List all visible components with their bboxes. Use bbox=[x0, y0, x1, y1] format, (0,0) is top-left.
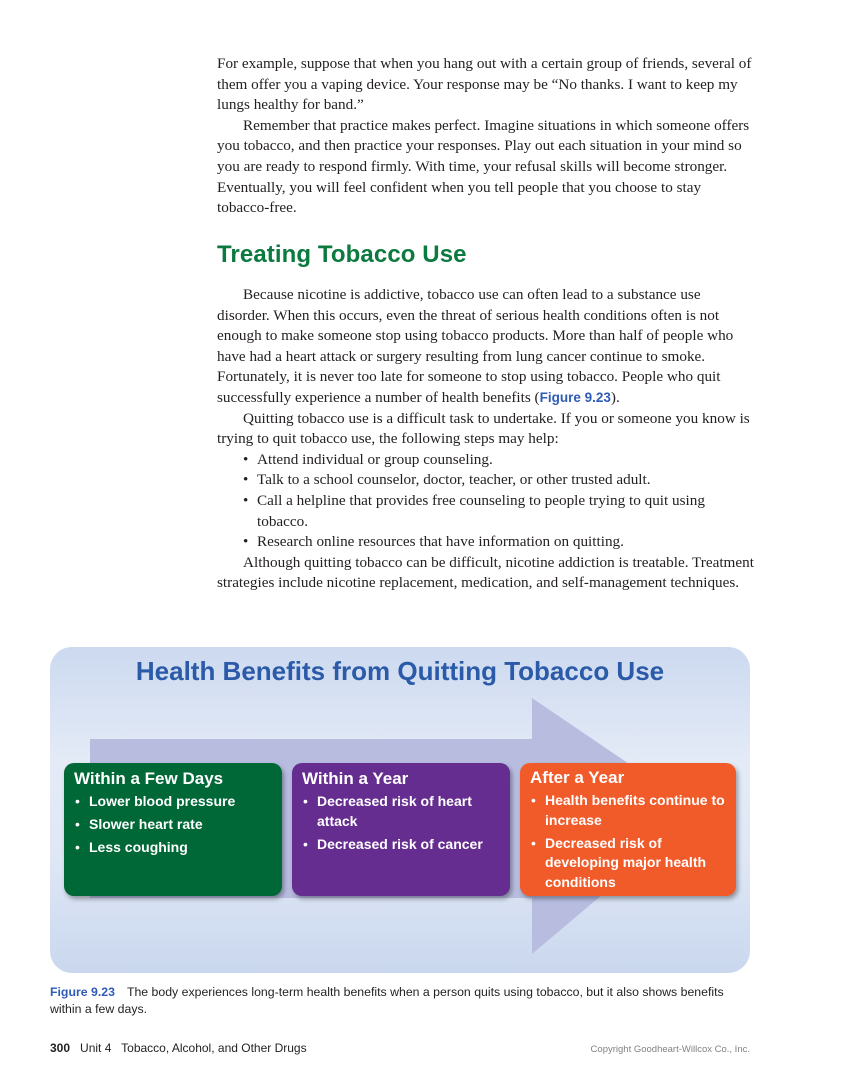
section-paragraph-2: Quitting tobacco use is a difficult task to undertake. If you or someone you know is trying to quit tobacco use, the following steps may help: bbox=[217, 409, 750, 448]
benefit-box-within-year bbox=[292, 763, 510, 896]
section-paragraph-3: Although quitting tobacco can be difficult, nicotine addiction is treatable. Treatment strategies include nicotine replacement, medication, and self-management techniques. bbox=[217, 553, 754, 592]
section-heading: Treating Tobacco Use bbox=[217, 241, 467, 268]
benefit-item: • Decreased risk of heart attack bbox=[302, 792, 502, 831]
intro-paragraph-1: For example, suppose that when you hang out with a certain group of friends, several of them offer you a vaping device. Your response may be “No thanks. I want to keep my lungs healthy for band.” bbox=[217, 55, 752, 114]
section-paragraph-1-text: Because nicotine is addictive, tobacco use can often lead to a substance use disorder. When this occurs, even the threat of serious health conditions often is not enough to make someone stop using tobacco products. More than half of people who have had a heart attack or surgery resulting from lung cancer continue to smoke. Fortunately, it is never too late for someone to stop using tobacco. People who quit successfully experience a number of health benefits ( bbox=[217, 286, 734, 406]
intro-text bbox=[217, 54, 757, 219]
figure-label: Figure 9.23 bbox=[50, 985, 115, 999]
list-item: • Research online resources that have information on quitting. bbox=[243, 532, 757, 553]
benefit-box-heading: Within a Year bbox=[302, 769, 409, 788]
benefit-list bbox=[520, 791, 736, 892]
benefit-item: • Slower heart rate bbox=[74, 815, 274, 835]
page-footer bbox=[50, 1041, 307, 1055]
section-paragraph-1 bbox=[217, 285, 757, 409]
benefit-box-few-days bbox=[64, 763, 282, 896]
figure-title: Health Benefits from Quitting Tobacco Use bbox=[135, 656, 665, 686]
unit-title: Unit 4 Tobacco, Alcohol, and Other Drugs bbox=[80, 1041, 307, 1055]
section-paragraph-1-end: ). bbox=[610, 388, 620, 406]
benefit-list bbox=[64, 792, 282, 858]
list-item: • Call a helpline that provides free counseling to people trying to quit using tobacco. bbox=[243, 491, 757, 532]
benefit-item: • Health benefits continue to increase bbox=[530, 791, 728, 830]
benefit-item: • Lower blood pressure bbox=[74, 792, 274, 812]
page-number: 300 bbox=[50, 1041, 71, 1055]
intro-paragraph-2: Remember that practice makes perfect. Imagine situations in which someone offers you tobacco, and then practice your responses. Play out each situation in your mind so you are ready to respond firmly. With time, your refusal skills will become stronger. Eventually, you will feel confident when you tell people that you choose to stay tobacco-free. bbox=[217, 116, 750, 217]
benefits-figure bbox=[50, 647, 750, 973]
section-body bbox=[217, 285, 757, 594]
figure-caption bbox=[50, 984, 750, 1017]
list-item: • Talk to a school counselor, doctor, teacher, or other trusted adult. bbox=[243, 470, 757, 491]
benefit-box-heading: After a Year bbox=[530, 768, 625, 787]
figure-caption-text: The body experiences long-term health benefits when a person quits using tobacco, but it also shows benefits within a few days. bbox=[50, 985, 724, 1016]
benefit-box-heading: Within a Few Days bbox=[74, 769, 224, 788]
benefit-list bbox=[292, 792, 510, 854]
benefit-item: • Decreased risk of cancer bbox=[302, 835, 502, 855]
copyright-notice: Copyright Goodheart-Willcox Co., Inc. bbox=[590, 1044, 750, 1055]
quit-steps-list bbox=[217, 450, 757, 553]
benefit-item: • Decreased risk of developing major health conditions bbox=[530, 834, 728, 893]
figure-reference-link[interactable]: Figure 9.23 bbox=[539, 389, 611, 405]
benefit-item: • Less coughing bbox=[74, 838, 274, 858]
list-item: • Attend individual or group counseling. bbox=[243, 450, 757, 471]
benefit-box-after-year bbox=[520, 763, 736, 896]
